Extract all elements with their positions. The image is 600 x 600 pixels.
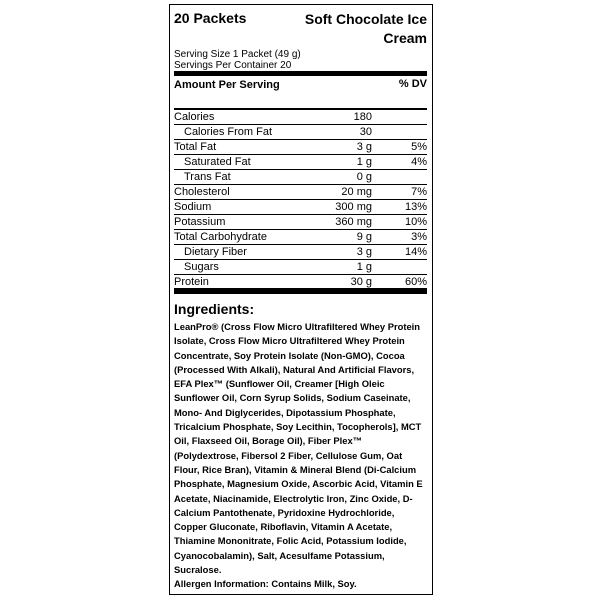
nutrient-amount: 1 g: [356, 156, 372, 168]
amount-header: [174, 76, 427, 108]
nutrient-name: Sugars: [184, 261, 219, 273]
nutrient-amount: 3 g: [356, 141, 372, 153]
nutrient-name: Total Carbohydrate: [174, 231, 267, 243]
nutrient-row: [174, 245, 427, 260]
nutrient-amount: 0 g: [356, 171, 372, 183]
nutrient-row: [174, 230, 427, 245]
nutrient-row: [174, 185, 427, 200]
ingredients-title: Ingredients:: [174, 301, 255, 317]
nutrient-row: [174, 140, 427, 155]
nutrient-amount: 360 mg: [335, 216, 372, 228]
nutrient-name: Saturated Fat: [184, 156, 251, 168]
nutrient-amount: 20 mg: [341, 186, 372, 198]
nutrient-dv: 14%: [404, 246, 427, 258]
nutrient-row: [174, 110, 427, 125]
nutrient-name: Cholesterol: [174, 186, 230, 198]
nutrient-name: Trans Fat: [184, 171, 231, 183]
nutrient-dv: 10%: [404, 216, 427, 228]
nutrient-dv: 5%: [411, 141, 427, 153]
nutrient-amount: 180: [353, 111, 372, 123]
nutrient-amount: 9 g: [356, 231, 372, 243]
nutrient-amount: 300 mg: [335, 201, 372, 213]
nutrient-row: [174, 215, 427, 230]
nutrient-row: [174, 155, 427, 170]
product-name: Soft Chocolate Ice Cream: [304, 11, 427, 46]
nutrient-row: [174, 170, 427, 185]
nutrient-amount: 1 g: [356, 261, 372, 273]
ingredients-text: LeanPro® (Cross Flow Micro Ultrafiltered Whey Protein Isolate, Cross Flow Micro Ultrafiltered Whey Protein Concentrate, Soy Protein Isolate (Non-GMO), Cocoa (Processed With Alkali), Natural And Artificial Flavors, EFA Plex™ (Sunflower Oil, Creamer [High Oleic Sunflower Oil, Corn Syrup Solids, Sodium Caseinate, Mono- And Diglycerides, Dipotassium Phosphate, Tricalcium Phosphate, Soy Lecithin, Tocopherols], MCT Oil, Flaxseed Oil, Borage Oil), Fiber Plex™ (Polydextrose, Fibersol 2 Fiber, Cellulose Gum, Oat Flour, Rice Bran), Vitamin & Mineral Blend (Di-Calcium Phosphate, Magnesium Oxide, Ascorbic Acid, Vitamin E Acetate, Niacinamide, Electrolytic Iron, Zinc Oxide, D-Calcium Pantothenate, Pyridoxine Hydrochloride, Copper Gluconate, Riboflavin, Vitamin A Acetate, Thiamine Mononitrate, Folic Acid, Potassium Iodide, Cyanocobalamin), Salt, Acesulfame Potassium, Sucralose.: [174, 321, 423, 576]
nutrient-dv: 4%: [411, 156, 427, 168]
label-header: [174, 8, 427, 50]
nutrient-dv: 13%: [404, 201, 427, 213]
serving-size: Serving Size 1 Packet (49 g): [174, 49, 301, 60]
amount-per-serving-label: Amount Per Serving: [174, 79, 280, 91]
nutrition-facts: [174, 8, 427, 294]
nutrient-dv: 7%: [411, 186, 427, 198]
servings-per-container: Servings Per Container 20: [174, 59, 292, 71]
packet-count: 20 Packets: [174, 10, 247, 26]
nutrient-amount: 30: [359, 126, 372, 138]
nutrient-name: Calories: [174, 111, 215, 123]
nutrient-name: Calories From Fat: [184, 126, 273, 138]
nutrient-amount: 3 g: [356, 246, 372, 258]
nutrient-row: [174, 260, 427, 275]
nutrient-row: [174, 275, 427, 294]
dv-header: % DV: [398, 78, 427, 90]
nutrient-dv: 3%: [411, 231, 427, 243]
nutrient-dv: 60%: [404, 276, 427, 288]
allergen-information: Allergen Information: Contains Milk, Soy.: [174, 578, 357, 590]
nutrient-name: Potassium: [174, 216, 226, 228]
nutrient-name: Sodium: [174, 201, 212, 213]
nutrient-name: Dietary Fiber: [184, 246, 247, 258]
nutrition-label: [169, 4, 433, 595]
nutrient-name: Protein: [174, 276, 209, 288]
ingredients-section: [174, 301, 427, 592]
nutrient-row: [174, 125, 427, 140]
nutrient-row: [174, 200, 427, 215]
nutrient-amount: 30 g: [350, 276, 372, 288]
nutrient-name: Total Fat: [174, 141, 217, 153]
